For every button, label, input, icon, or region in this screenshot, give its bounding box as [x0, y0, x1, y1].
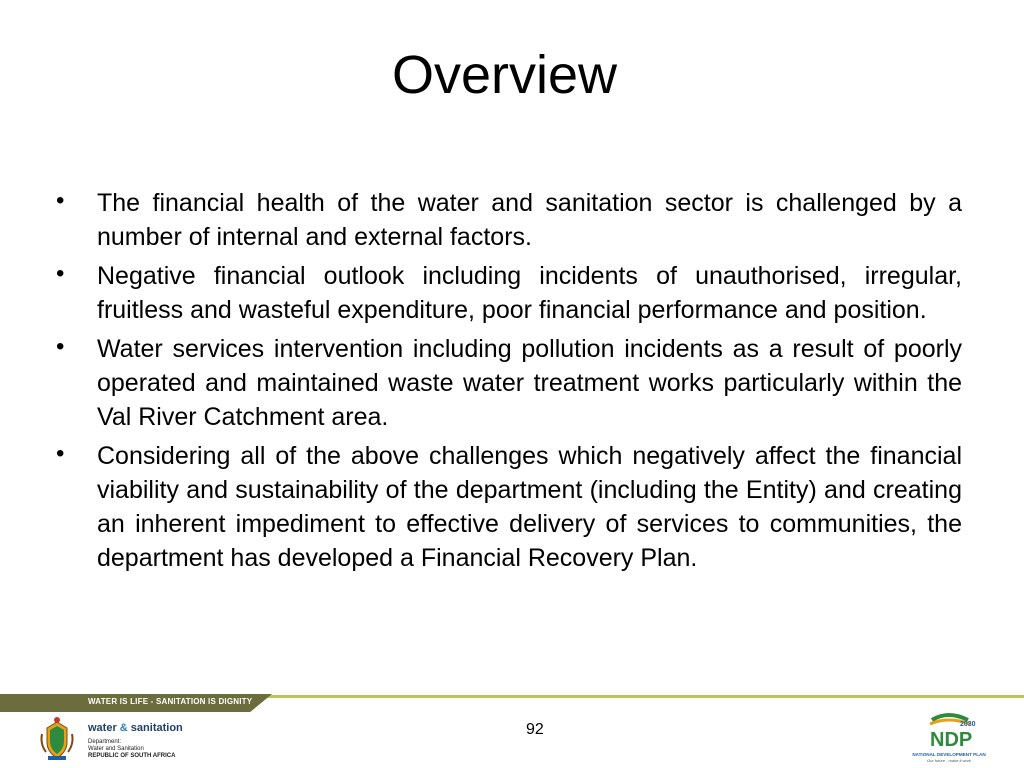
bullet-marker: •: [56, 260, 65, 287]
bullet-text: Considering all of the above challenges which negatively affect the financial viability and sustainability of the department (including the Entity) and creating an inherent impediment to effective delivery of services to communities, the department has developed a Financial Recovery Plan.: [97, 442, 962, 572]
dept-line-1: Department:: [88, 739, 122, 745]
dept-line-3: REPUBLIC OF SOUTH AFRICA: [88, 753, 176, 759]
bullet-item: [56, 186, 962, 254]
bullet-marker: •: [56, 333, 65, 360]
bullet-item: [56, 332, 962, 434]
ndp-year: 2030: [960, 721, 976, 728]
bullet-marker: •: [56, 440, 65, 467]
bullet-text: Water services intervention including pollution incidents as a result of poorly operated and maintained waste water treatment works particularly within the Val River Catchment area.: [97, 335, 962, 431]
bullet-marker: •: [56, 187, 65, 214]
bullet-list: [56, 186, 962, 580]
ndp-letters: NDP: [930, 729, 973, 751]
bullet-text: The financial health of the water and sanitation sector is challenged by a number of internal and external factors.: [97, 189, 962, 251]
bullet-item: [56, 439, 962, 575]
brand-name: water & sanitation: [88, 722, 183, 734]
footer-slogan: WATER IS LIFE - SANITATION IS DIGNITY: [88, 697, 253, 706]
bullet-text: Negative financial outlook including incidents of unauthorised, irregular, fruitless and wasteful expenditure, poor financial performance and position.: [97, 262, 962, 324]
ndp-tagline: Our future - make it work: [926, 758, 972, 763]
bullet-item: [56, 259, 962, 327]
page-number: 92: [526, 721, 544, 738]
dept-line-2: Water and Sanitation: [88, 746, 144, 752]
ndp-caption: NATIONAL DEVELOPMENT PLAN: [912, 752, 986, 757]
ndp-logo-icon: [908, 710, 990, 766]
department-brand: [88, 722, 183, 760]
coat-of-arms-icon: [36, 716, 78, 762]
slide-title: Overview: [391, 45, 618, 105]
